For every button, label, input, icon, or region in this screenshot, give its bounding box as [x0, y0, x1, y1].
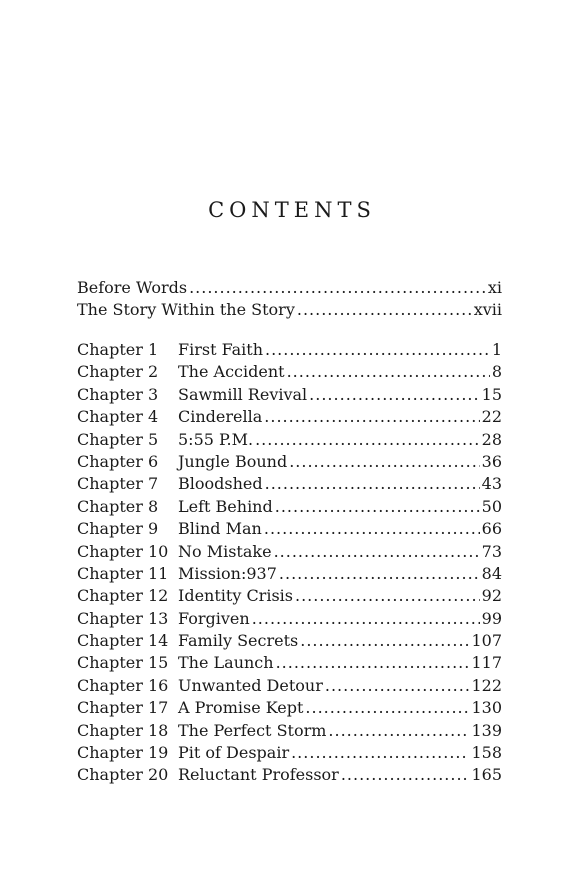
chapter-title: The Launch: [178, 653, 274, 673]
chapter-number: Chapter 11: [77, 563, 169, 583]
chapter-number: Chapter 4: [77, 407, 159, 427]
chapter-number: Chapter 20: [77, 765, 169, 785]
dot-leader: [279, 563, 480, 585]
dot-leader: [300, 630, 469, 652]
dot-leader: [341, 764, 470, 786]
contents-heading: CONTENTS: [208, 198, 376, 222]
chapter-entry: [77, 563, 502, 585]
chapter-title: Pit of Despair: [178, 743, 290, 763]
chapter-title: Mission:937: [178, 563, 277, 583]
chapter-number: Chapter 19: [77, 743, 169, 763]
chapter-page-number: 165: [471, 765, 502, 785]
chapter-title: Bloodshed: [178, 474, 263, 494]
chapter-page-number: 15: [481, 384, 502, 404]
dot-leader: [265, 339, 490, 361]
chapter-entry: [77, 652, 502, 674]
chapter-entry: [77, 541, 502, 563]
chapter-page-number: 117: [471, 653, 502, 673]
dot-leader: [297, 299, 472, 321]
chapter-page-number: 99: [481, 608, 502, 628]
chapter-entry: [77, 585, 502, 607]
chapter-page-number: 43: [481, 474, 502, 494]
front-matter-list: [77, 277, 502, 322]
chapter-entry: [77, 339, 502, 361]
chapter-number: Chapter 1: [77, 340, 159, 359]
entry-title: The Story Within the Story: [77, 300, 295, 320]
chapter-page-number: 130: [471, 698, 502, 718]
chapter-title: Unwanted Detour: [178, 675, 323, 695]
chapter-page-number: 36: [481, 451, 502, 471]
chapter-title: 5:55 P.M.: [178, 429, 254, 449]
chapter-page-number: 139: [471, 720, 502, 740]
chapter-title: Forgiven: [178, 608, 250, 628]
dot-leader: [295, 585, 480, 607]
chapter-number: Chapter 16: [77, 675, 169, 695]
chapter-number: Chapter 7: [77, 474, 159, 494]
chapter-entry: [77, 384, 502, 406]
dot-leader: [264, 406, 479, 428]
chapter-number: Chapter 13: [77, 608, 169, 628]
dot-leader: [255, 429, 480, 451]
chapter-title: The Accident: [178, 362, 285, 382]
dot-leader: [289, 451, 479, 473]
chapter-title: The Perfect Storm: [178, 720, 327, 740]
chapter-number: Chapter 17: [77, 698, 169, 718]
chapter-number: Chapter 9: [77, 519, 159, 539]
dot-leader: [309, 384, 479, 406]
chapter-page-number: 92: [481, 586, 502, 606]
dot-leader: [276, 652, 470, 674]
chapter-entry: [77, 406, 502, 428]
chapter-number: Chapter 18: [77, 720, 169, 740]
chapter-number: Chapter 10: [77, 541, 169, 561]
chapter-title: First Faith: [178, 340, 263, 359]
chapter-title: Identity Crisis: [178, 586, 293, 606]
dot-leader: [252, 608, 480, 630]
dot-leader: [264, 518, 480, 540]
chapter-entry: [77, 742, 502, 764]
chapter-page-number: 158: [471, 743, 502, 763]
chapter-number: Chapter 2: [77, 362, 159, 382]
entry-title: Before Words: [77, 278, 188, 297]
chapter-list: [77, 339, 502, 787]
chapter-entry: [77, 630, 502, 652]
chapter-number: Chapter 6: [77, 451, 159, 471]
chapter-title: No Mistake: [178, 541, 272, 561]
chapter-page-number: 122: [471, 675, 502, 695]
chapter-title: Jungle Bound: [178, 451, 288, 471]
chapter-page-number: 1: [491, 340, 502, 359]
dot-leader: [287, 361, 490, 383]
chapter-title: Left Behind: [178, 496, 273, 516]
chapter-number: Chapter 12: [77, 586, 169, 606]
dot-leader: [291, 742, 469, 764]
chapter-entry: [77, 451, 502, 473]
chapter-title: Family Secrets: [178, 631, 299, 651]
chapter-page-number: 66: [481, 519, 502, 539]
chapter-entry: [77, 496, 502, 518]
dot-leader: [274, 541, 480, 563]
chapter-number: Chapter 3: [77, 384, 159, 404]
chapter-number: Chapter 5: [77, 429, 159, 449]
chapter-entry: [77, 518, 502, 540]
chapter-page-number: 22: [481, 407, 502, 427]
dot-leader: [305, 697, 469, 719]
entry-page-number: xi: [487, 278, 502, 297]
front-matter-entry: [77, 299, 502, 321]
chapter-entry: [77, 429, 502, 451]
chapter-entry: [77, 361, 502, 383]
chapter-page-number: 8: [491, 362, 502, 382]
chapter-entry: [77, 608, 502, 630]
chapter-title: Cinderella: [178, 407, 263, 427]
chapter-number: Chapter 15: [77, 653, 169, 673]
chapter-page-number: 73: [481, 541, 502, 561]
chapter-number: Chapter 8: [77, 496, 159, 516]
chapter-title: A Promise Kept: [178, 698, 304, 718]
chapter-entry: [77, 675, 502, 697]
chapter-entry: [77, 697, 502, 719]
entry-page-number: xvii: [473, 300, 502, 320]
chapter-entry: [77, 473, 502, 495]
chapter-number: Chapter 14: [77, 631, 169, 651]
chapter-entry: [77, 764, 502, 786]
chapter-page-number: 84: [481, 563, 502, 583]
dot-leader: [328, 720, 469, 742]
dot-leader: [275, 496, 480, 518]
chapter-page-number: 107: [471, 631, 502, 651]
chapter-page-number: 28: [481, 429, 502, 449]
dot-leader: [265, 473, 480, 495]
dot-leader: [189, 277, 486, 299]
chapter-entry: [77, 720, 502, 742]
chapter-title: Reluctant Professor: [178, 765, 339, 785]
chapter-title: Blind Man: [178, 519, 262, 539]
chapter-title: Sawmill Revival: [178, 384, 308, 404]
chapter-page-number: 50: [481, 496, 502, 516]
dot-leader: [325, 675, 470, 697]
front-matter-entry: [77, 277, 502, 299]
